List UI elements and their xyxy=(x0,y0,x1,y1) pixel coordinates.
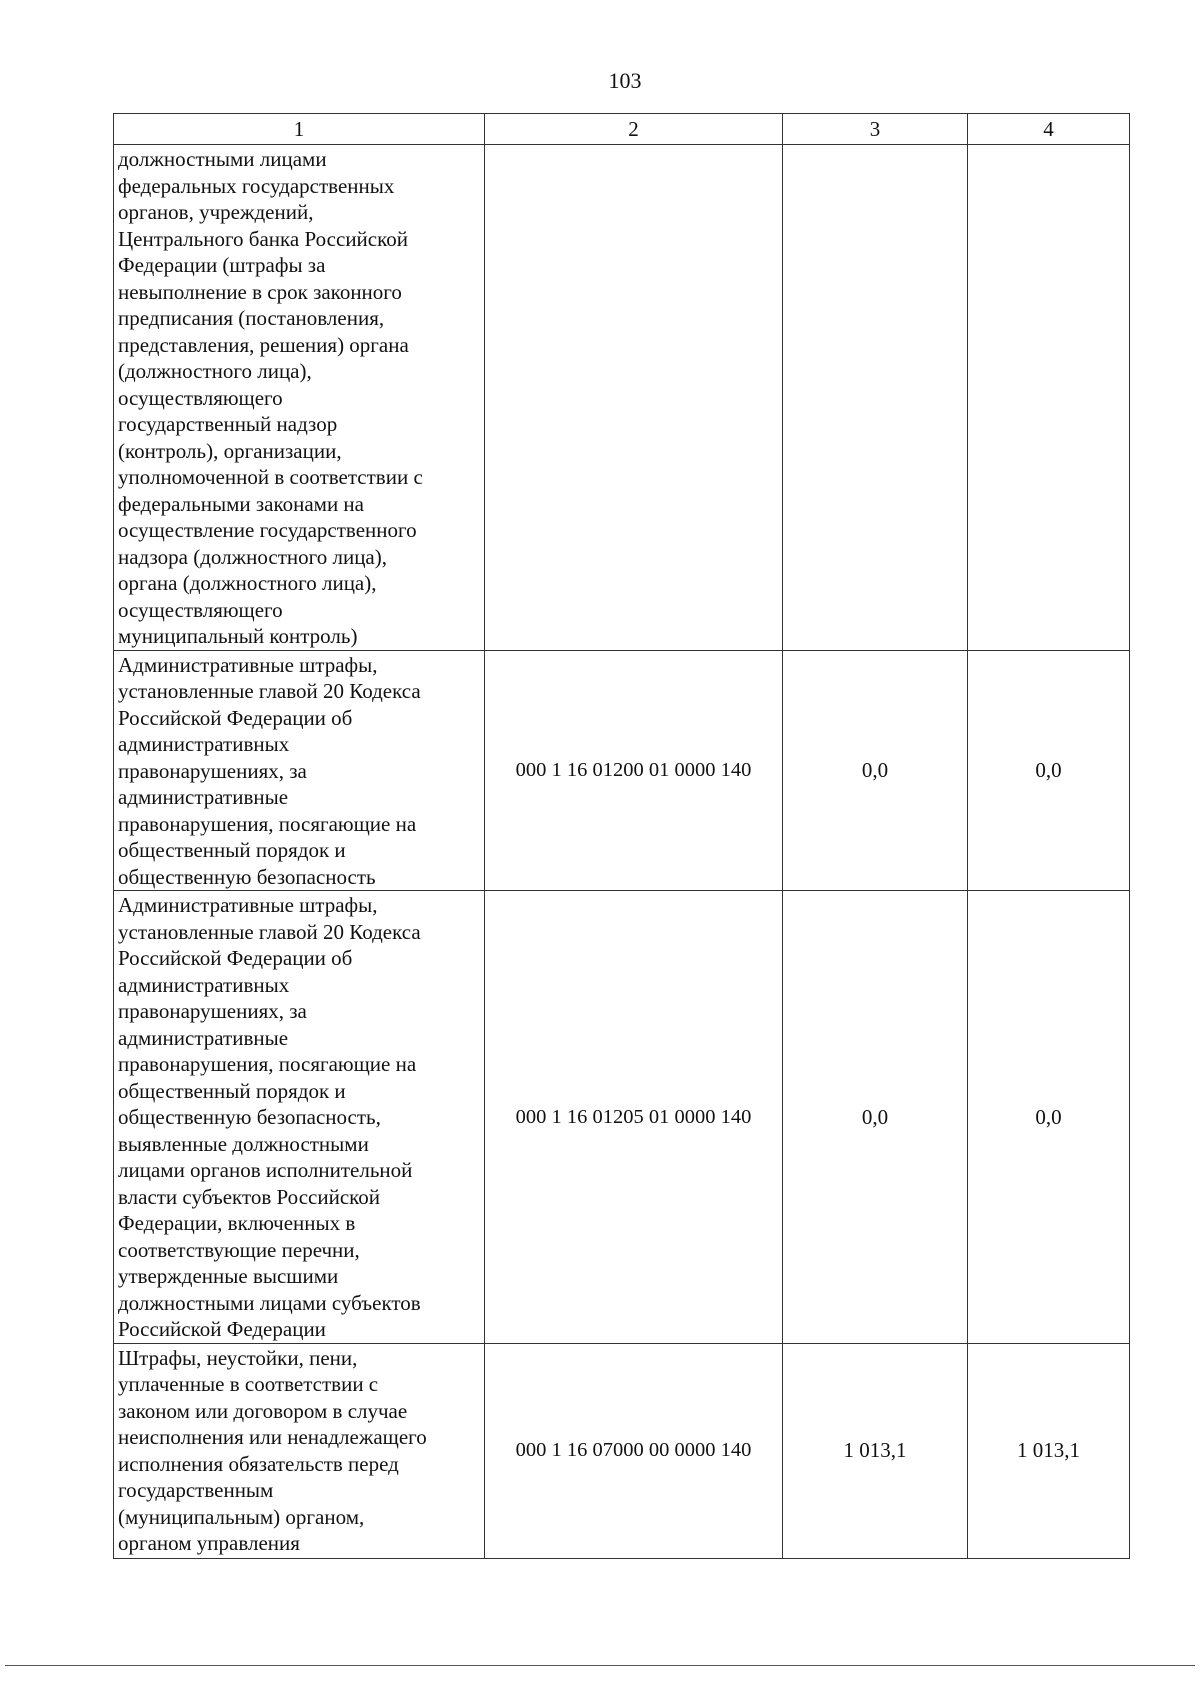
revenue-name-cell xyxy=(114,1343,485,1558)
budget-code-cell: 000 1 16 01200 01 0000 140 xyxy=(485,650,783,891)
revenue-name-text: Административные штрафы, установленные главой 20 Кодекса Российской Федерации об административных правонарушениях, за административные правонарушения, посягающие на общественный порядок и общественную безопасность, выявленные должностными лицами органов исполнительной власти субъектов Российской Федерации, включенных в соответствующие перечни, утвержденные высшими должностными лицами субъектов Российской Федерации xyxy=(118,893,421,1341)
amount-col4-cell: 1 013,1 xyxy=(968,1343,1130,1558)
page-number: 103 xyxy=(608,68,642,93)
revenue-name-cell xyxy=(114,145,485,651)
amount-col4-cell: 0,0 xyxy=(968,650,1130,891)
amount-col3-cell: 0,0 xyxy=(783,891,968,1344)
revenue-name-cell xyxy=(114,891,485,1344)
table-header-row xyxy=(114,114,1130,145)
budget-code-cell xyxy=(485,145,783,651)
amount-col3-cell: 0,0 xyxy=(783,650,968,891)
revenue-name-text: должностными лицами федеральных государственных органов, учреждений, Центрального банка Российской Федерации (штрафы за невыполнение в срок законного предписания (постановления, представления, решения) органа (должностного лица), осуществляющего государственный надзор (контроль), организации, уполномоченной в соответствии с федеральными законами на осуществление государственного надзора (должностного лица), органа (должностного лица), осуществляющего муниципальный контроль) xyxy=(118,147,423,648)
column-header-3: 3 xyxy=(783,114,968,145)
budget-code-cell: 000 1 16 01205 01 0000 140 xyxy=(485,891,783,1344)
table-row xyxy=(114,145,1130,651)
column-header-2: 2 xyxy=(485,114,783,145)
column-header-1: 1 xyxy=(114,114,485,145)
budget-code-cell: 000 1 16 07000 00 0000 140 xyxy=(485,1343,783,1558)
amount-col3-cell xyxy=(783,145,968,651)
column-header-4: 4 xyxy=(968,114,1130,145)
amount-col4-cell xyxy=(968,145,1130,651)
amount-col4-cell: 0,0 xyxy=(968,891,1130,1344)
bottom-rule xyxy=(5,1665,1195,1666)
revenue-name-cell xyxy=(114,650,485,891)
table-row xyxy=(114,650,1130,891)
revenue-name-text: Штрафы, неустойки, пени, уплаченные в соответствии с законом или договором в случае неисполнения или ненадлежащего исполнения обязательств перед государственным (муниципальным) органом, органом управления xyxy=(118,1345,427,1555)
amount-col3-cell: 1 013,1 xyxy=(783,1343,968,1558)
revenue-name-text: Административные штрафы, установленные главой 20 Кодекса Российской Федерации об административных правонарушениях, за административные правонарушения, посягающие на общественный порядок и общественную безопасность xyxy=(118,652,421,889)
table-row xyxy=(114,1343,1130,1558)
table-row xyxy=(114,891,1130,1344)
budget-revenue-table xyxy=(113,113,1130,1559)
